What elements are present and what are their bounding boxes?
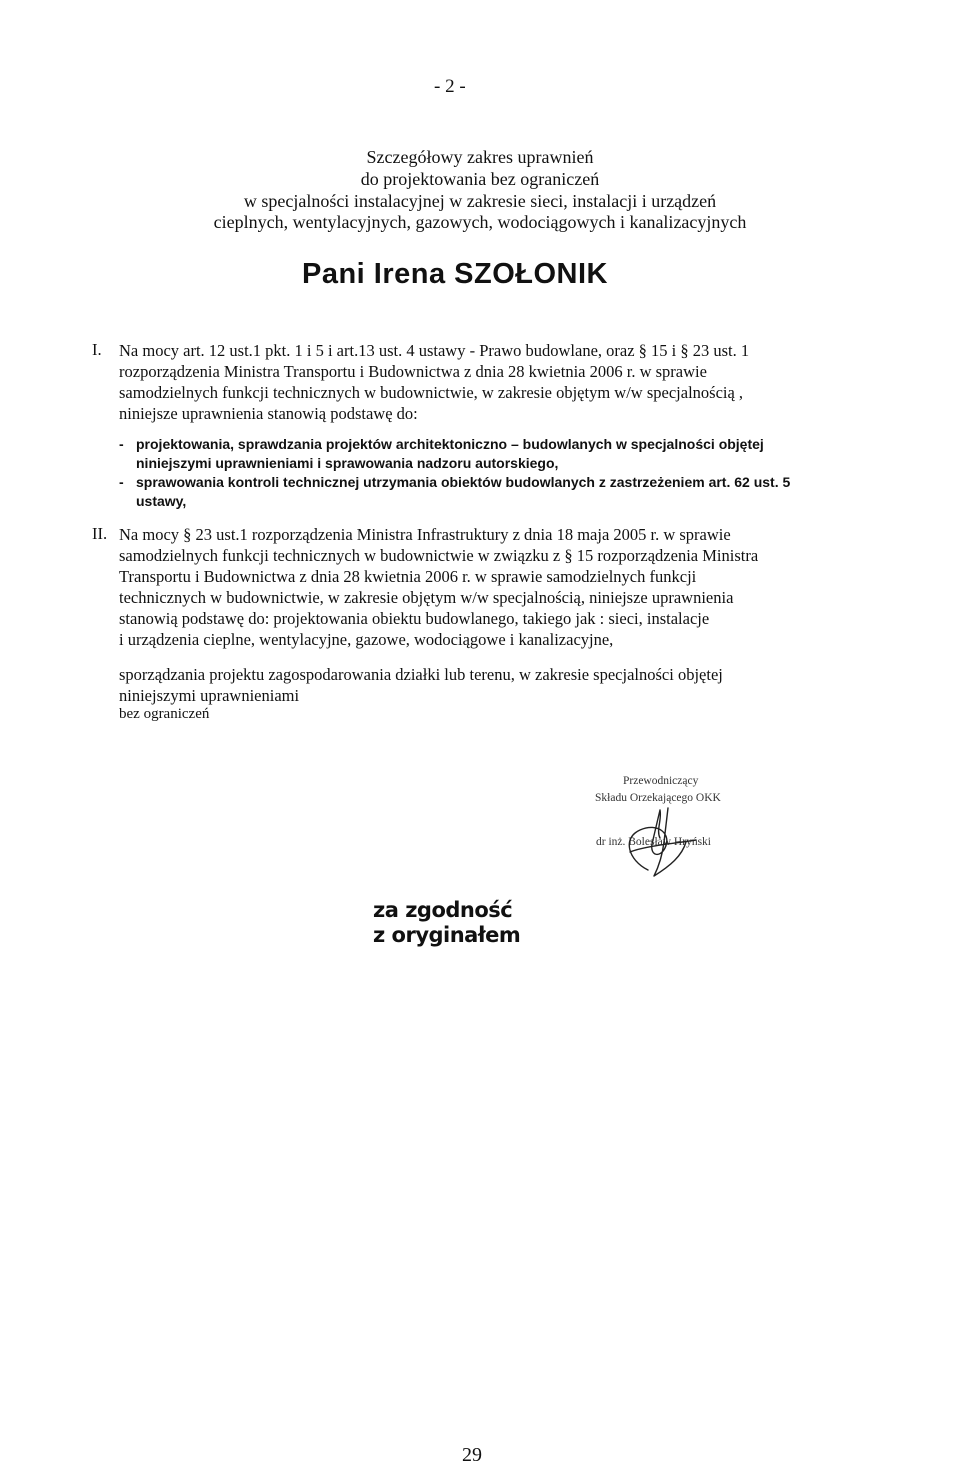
paragraph3-line-2: niniejszymi uprawnieniami — [119, 686, 300, 705]
stamp-line-1: za zgodność — [373, 898, 513, 922]
stamp-line-2: z oryginałem — [373, 923, 521, 947]
section2-numeral: II. — [92, 524, 108, 543]
heading-line-2: do projektowania bez ograniczeń — [360, 169, 600, 189]
signature-role-line-2: Składu Orzekającego OKK — [595, 792, 721, 804]
section2-line-6: i urządzenia cieplne, wentylacyjne, gazowe, wodociągowe i kanalizacyjne, — [119, 630, 614, 649]
page-number: 29 — [462, 1444, 482, 1466]
section1-line-3: samodzielnych funkcji technicznych w budownictwie, w zakresie objętym w/w specjalnością , — [119, 383, 744, 402]
bullet-1-marker: - — [119, 436, 124, 452]
section1-numeral: I. — [92, 340, 102, 359]
signature-name: dr inż. Bolesław Hryński — [596, 836, 711, 848]
page-header-number: - 2 - — [434, 76, 466, 97]
section2-line-5: stanowią podstawę do: projektowania obiektu budowlanego, takiego jak : sieci, instalacje — [119, 609, 710, 628]
section2-line-3: Transportu i Budownictwa z dnia 28 kwietnia 2006 r. w sprawie samodzielnych funkcji — [119, 567, 697, 586]
heading-line-1: Szczegółowy zakres uprawnień — [366, 147, 594, 167]
paragraph3-line-1: sporządzania projektu zagospodarowania działki lub terenu, w zakresie specjalności objętej — [119, 665, 723, 684]
bullet-1-line-1: projektowania, sprawdzania projektów architektoniczno – budowlanych w specjalności objętej — [136, 436, 764, 452]
section2-line-4: technicznych w budownictwie, w zakresie objętym w/w specjalnością, niniejsze uprawnienia — [119, 588, 734, 607]
person-name: Pani Irena SZOŁONIK — [302, 258, 608, 290]
heading-line-3: w specjalności instalacyjnej w zakresie sieci, instalacji i urządzeń — [243, 191, 717, 211]
paragraph3-line-3: bez ograniczeń — [119, 706, 210, 722]
section2-line-2: samodzielnych funkcji technicznych w budownictwie w związku z § 15 rozporządzenia Ministra — [119, 546, 759, 565]
bullet-2-line-2: ustawy, — [136, 493, 187, 509]
section1-line-2: rozporządzenia Ministra Transportu i Budownictwa z dnia 28 kwietnia 2006 r. w sprawie — [119, 362, 707, 381]
bullet-1-line-2: niniejszymi uprawnieniami i sprawowania nadzoru autorskiego, — [136, 455, 559, 471]
signature-role-line-1: Przewodniczący — [623, 775, 699, 787]
heading-line-4: cieplnych, wentylacyjnych, gazowych, wodociągowych i kanalizacyjnych — [213, 212, 747, 232]
section1-line-1: Na mocy art. 12 ust.1 pkt. 1 i 5 i art.13 ust. 4 ustawy - Prawo budowlane, oraz § 15 i § 23 ust. 1 — [119, 341, 750, 360]
section1-line-4: niniejsze uprawnienia stanowią podstawę do: — [119, 404, 418, 423]
bullet-2-line-1: sprawowania kontroli technicznej utrzymania obiektów budowlanych z zastrzeżeniem art. 62 ust. 5 — [136, 474, 791, 490]
section2-line-1: Na mocy § 23 ust.1 rozporządzenia Ministra Infrastruktury z dnia 18 maja 2005 r. w sprawie — [119, 525, 731, 544]
bullet-2-marker: - — [119, 474, 124, 490]
handwritten-signature-icon — [610, 800, 710, 885]
